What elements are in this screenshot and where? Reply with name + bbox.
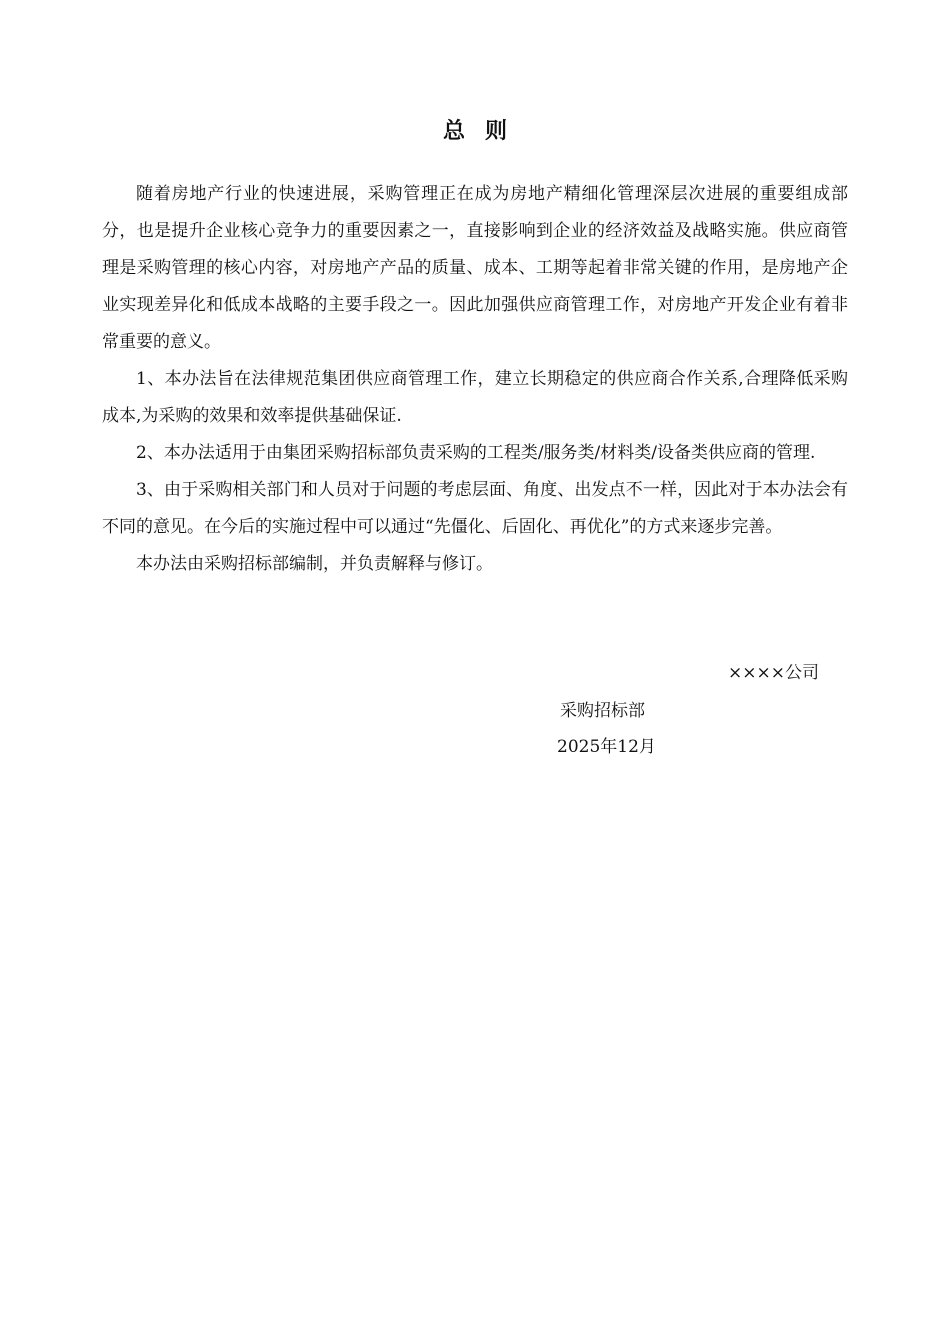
- signature-company: ××××公司: [728, 663, 819, 683]
- clause-3-paragraph: 3、由于采购相关部门和人员对于问题的考虑层面、角度、出发点不一样，因此对于本办法会有不同的意见。在今后的实施过程中可以通过“先僵化、后固化、再优化”的方式来逐步完善。: [102, 480, 848, 537]
- document-title: 总则: [442, 118, 527, 144]
- clause-2-paragraph: 2、本办法适用于由集团采购招标部负责采购的工程类/服务类/材料类/设备类供应商的管理.: [136, 443, 816, 463]
- clause-1-paragraph: 1、本办法旨在法律规范集团供应商管理工作，建立长期稳定的供应商合作关系,合理降低采购成本,为采购的效果和效率提供基础保证.: [102, 369, 848, 426]
- document-body: [102, 176, 848, 583]
- signature-department: 采购招标部: [560, 701, 645, 721]
- closing-paragraph: 本办法由采购招标部编制，并负责解释与修订。: [136, 554, 493, 574]
- signature-date: 2025年12月: [557, 737, 656, 757]
- intro-paragraph: 随着房地产行业的快速进展，采购管理正在成为房地产精细化管理深层次进展的重要组成部分，也是提升企业核心竞争力的重要因素之一，直接影响到企业的经济效益及战略实施。供应商管理是采购管理的核心内容，对房地产产品的质量、成本、工期等起着非常关键的作用，是房地产企业实现差异化和低成本战略的主要手段之一。因此加强供应商管理工作，对房地产开发企业有着非常重要的意义。: [102, 184, 848, 352]
